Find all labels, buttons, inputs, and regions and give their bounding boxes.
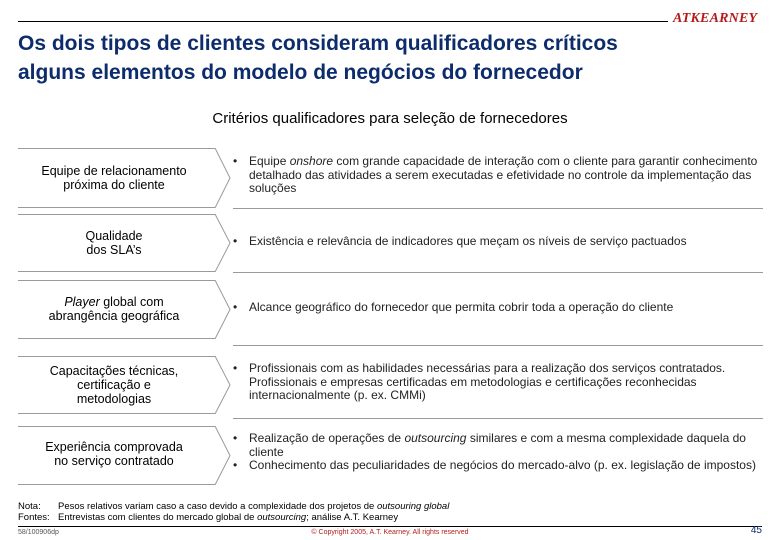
criterion-chevron-2 [18,214,215,272]
page-title [18,29,758,87]
bullet-icon: • [233,431,238,445]
bullet-icon: • [233,458,238,472]
notes-block [18,501,618,523]
criterion-chevron-1 [18,148,215,208]
section-subtitle: Critérios qualificadores para seleção de fornecedores [212,110,568,127]
criterion-label-3: Player global com abrangência geográfica [48,295,180,323]
row-divider [233,418,763,419]
criterion-chevron-5 [18,426,215,485]
row-divider [233,345,763,346]
brand-logo: ATKEARNEY [673,11,758,26]
criterion-label-5: Experiência comprovada no serviço contratado [45,440,183,468]
bullet-icon: • [233,361,238,375]
criterion-label-4: Capacitações técnicas, certificação e metodologias [49,364,179,406]
title-line-1: Os dois tipos de clientes consideram qualificadores críticos [18,32,618,55]
criterion-label-1: Equipe de relacionamento próxima do cliente [41,164,187,192]
row-divider [233,208,763,209]
row-divider [233,272,763,273]
footer-rule [18,526,762,527]
criterion-description-2: • Existência e relevância de indicadores que meçam os níveis de serviço pactuados [233,234,687,248]
criterion-description-3: • Alcance geográfico do fornecedor que permita cobrir toda a operação do cliente [233,300,674,314]
criterion-chevron-4 [18,356,215,414]
title-line-2: alguns elementos do modelo de negócios do fornecedor [18,61,583,84]
note-line: Nota: Pesos relativos variam caso a caso devido a complexidade dos projetos de outsouring global [18,501,450,512]
copyright-notice: © Copyright 2005, A.T. Kearney. All rights reserved [311,529,469,536]
criterion-description-5: • Realização de operações de outsourcing similares e com a mesma complexidade daquela do cliente • Conhecimento das peculiaridades de negócios do mercado-alvo (p. ex. legislação de impostos) [233,431,756,472]
page-number: 45 [750,525,762,536]
document-code: 58/100906dp [18,529,59,536]
header-rule [18,21,668,22]
sources-line: Fontes: Entrevistas com clientes do mercado global de outsourcing; análise A.T. Kearney [18,512,399,523]
criterion-label-2: Qualidade dos SLA’s [85,229,143,257]
bullet-icon: • [233,154,238,168]
bullet-icon: • [233,234,238,248]
criterion-description-4: • Profissionais com as habilidades necessárias para a realização dos serviços contratados. Profissionais e empresas certificadas em metodologias e certificações reconhecidas internacionalmente (p. ex. CMMi) [233,361,726,402]
bullet-icon: • [233,300,238,314]
criterion-chevron-3 [18,280,215,339]
criterion-description-1: • Equipe onshore com grande capacidade de interação com o cliente para garantir conhecimento detalhado das atividades a serem executadas e efetividade no controle da implementação das soluções [233,154,758,195]
